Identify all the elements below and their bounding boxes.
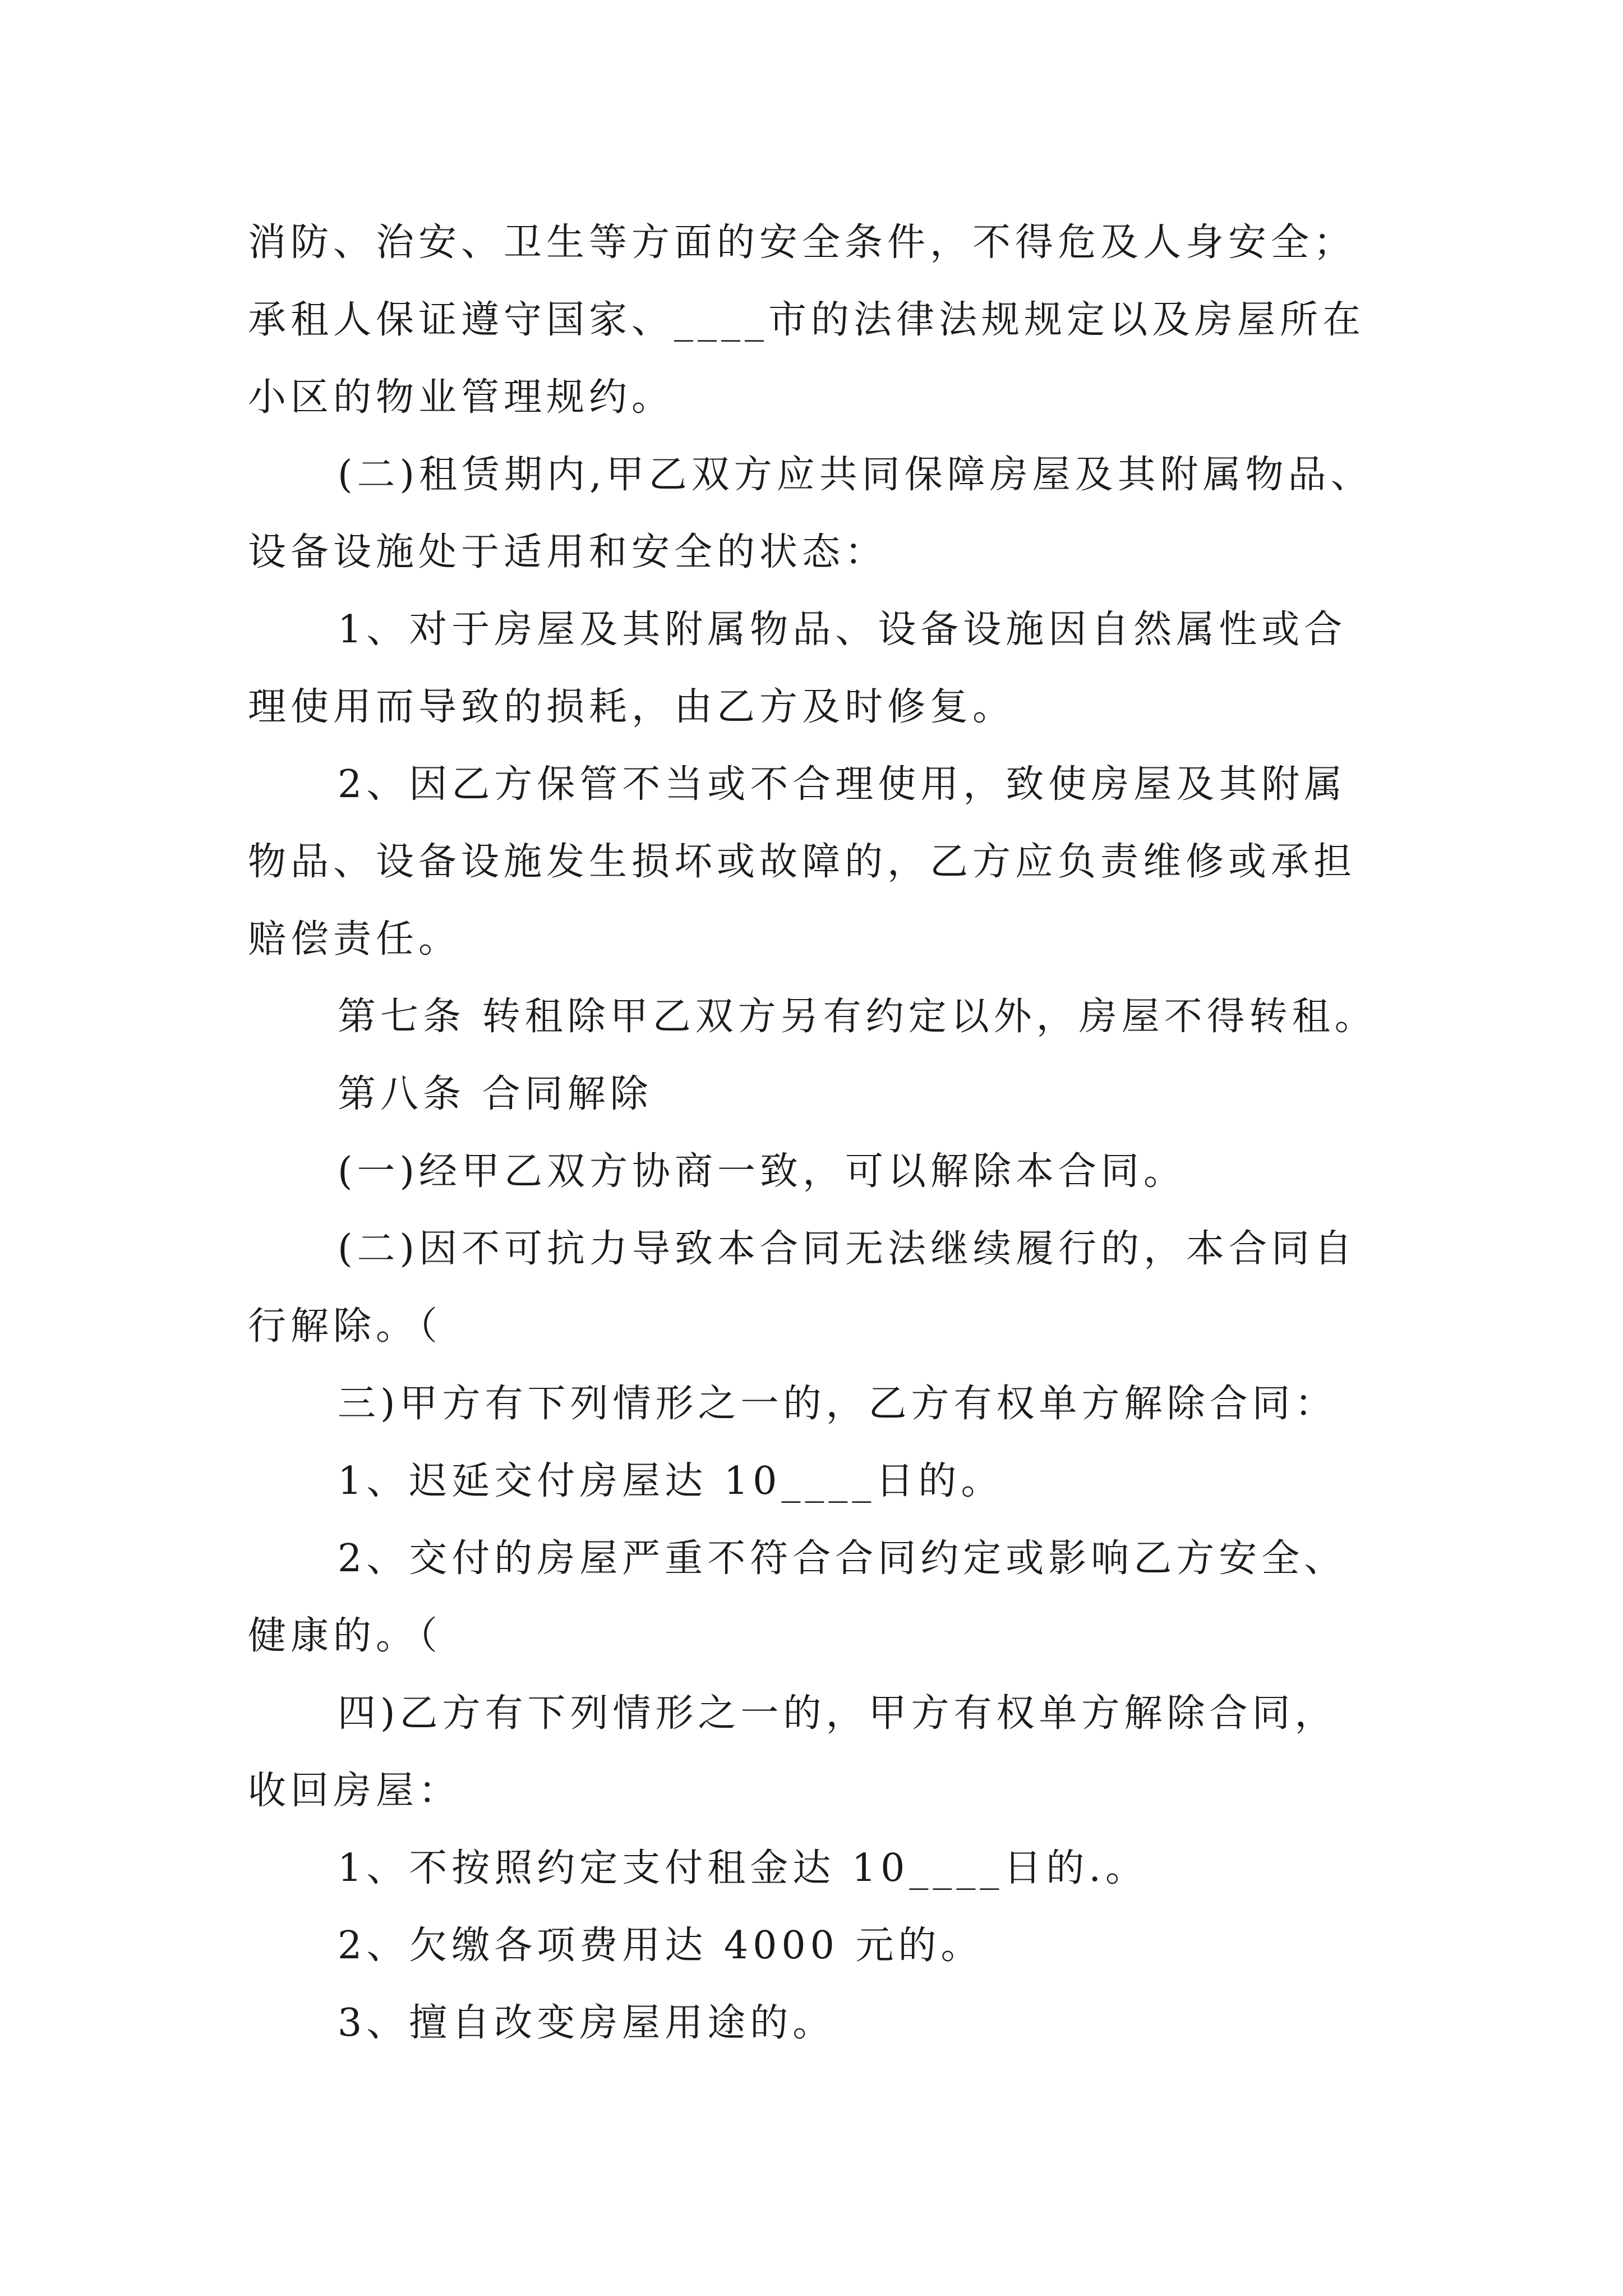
- text-line: 1、迟延交付房屋达 10____日的。: [338, 1459, 1004, 1503]
- text-line: 收回房屋：: [248, 1769, 462, 1813]
- text-line: 小区的物业管理规约。: [248, 375, 675, 420]
- text-line: 理使用而导致的损耗，由乙方及时修复。: [248, 685, 1016, 729]
- text-line: 3、擅自改变房屋用途的。: [338, 2001, 836, 2045]
- text-line: 2、欠缴各项费用达 4000 元的。: [338, 1924, 984, 1968]
- text-line: 四)乙方有下列情形之一的，甲方有权单方解除合同，: [338, 1691, 1338, 1736]
- text-line: 2、因乙方保管不当或不合理使用，致使房屋及其附属: [338, 762, 1347, 807]
- text-line: 三)甲方有下列情形之一的，乙方有权单方解除合同：: [338, 1382, 1338, 1426]
- text-line: 1、不按照约定支付租金达 10____日的.。: [338, 1846, 1149, 1890]
- text-line: 2、交付的房屋严重不符合合同约定或影响乙方安全、: [338, 1536, 1347, 1581]
- text-line: (一)经甲乙双方协商一致，可以解除本合同。: [338, 1149, 1187, 1194]
- text-line: 物品、设备设施发生损坏或故障的，乙方应负责维修或承担: [248, 840, 1357, 884]
- text-line: 消防、治安、卫生等方面的安全条件，不得危及人身安全；: [248, 220, 1357, 265]
- text-line: 承租人保证遵守国家、____市的法律法规规定以及房屋所在: [248, 298, 1366, 342]
- text-line: (二)租赁期内,甲乙双方应共同保障房屋及其附属物品、: [338, 453, 1373, 497]
- section-heading: 第八条 合同解除: [338, 1072, 653, 1116]
- text-line: 行解除。（: [248, 1304, 442, 1349]
- text-line: 赔偿责任。: [248, 917, 462, 961]
- text-line: 设备设施处于适用和安全的状态：: [248, 530, 888, 574]
- text-line: (二)因不可抗力导致本合同无法继续履行的，本合同自: [338, 1227, 1357, 1271]
- section-heading: 第七条 转租除甲乙双方另有约定以外，房屋不得转租。: [338, 995, 1377, 1039]
- text-line: 1、对于房屋及其附属物品、设备设施因自然属性或合: [338, 608, 1347, 652]
- text-line: 健康的。（: [248, 1614, 442, 1658]
